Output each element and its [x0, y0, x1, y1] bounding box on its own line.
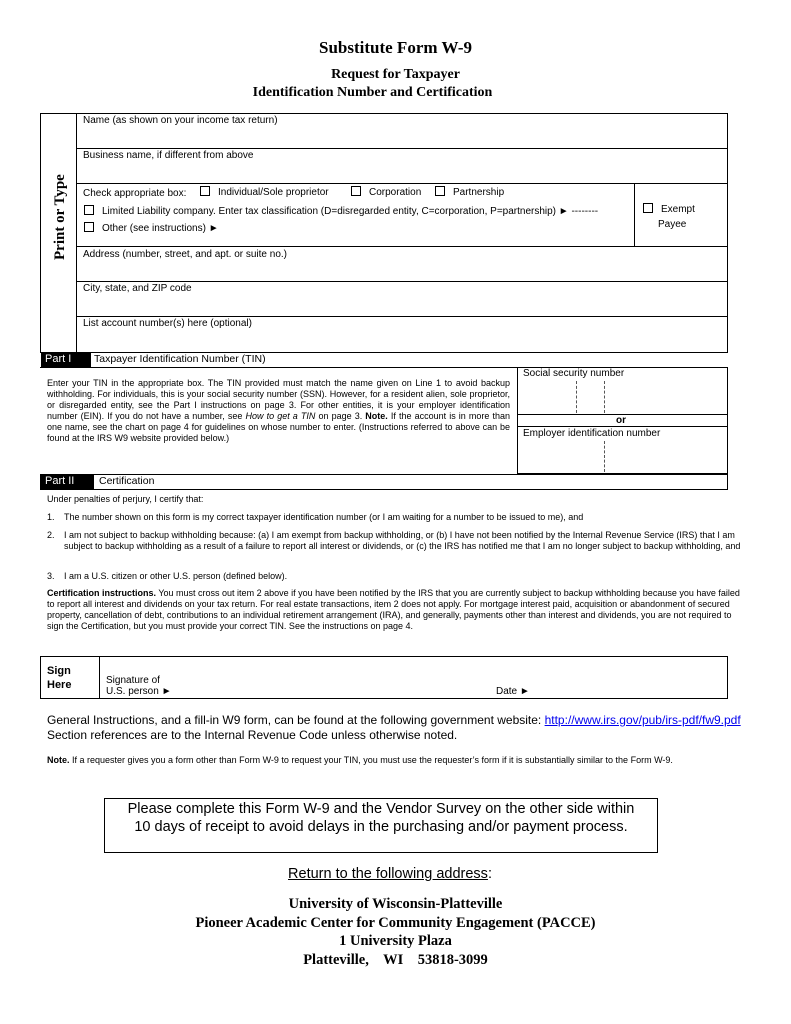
address-line-2: Pioneer Academic Center for Community Engagement (PACCE): [195, 914, 596, 931]
city-state-zip-label: City, state, and ZIP code: [83, 283, 192, 294]
signature-input-area[interactable]: [185, 660, 485, 696]
certification-intro: Under penalties of perjury, I certify that:: [47, 494, 204, 504]
part-i-title: Taxpayer Identification Number (TIN): [94, 353, 266, 365]
llc-option[interactable]: Limited Liability company. Enter tax classification (D=disregarded entity, C=corporation, P=partnership) ► --------: [84, 206, 598, 217]
certification-item-2: 2. I am not subject to backup withholding because: (a) I am exempt from backup withholding, or (b) I have not been notified by the Internal Revenue Service (IRS) that I am subject to backup withholding as a result of a failure to report all interest or dividends, or (c) the IRS has notified me that I am no longer subject to backup withholding, and: [47, 530, 741, 551]
other-checkbox[interactable]: [84, 222, 94, 232]
other-option[interactable]: Other (see instructions) ►: [84, 223, 219, 234]
address-label: Address (number, street, and apt. or suite no.): [83, 249, 287, 260]
certification-item-3: 3. I am a U.S. citizen or other U.S. person (defined below).: [47, 571, 288, 581]
individual-checkbox[interactable]: [200, 186, 210, 196]
print-or-type-label: Print or Type: [52, 174, 68, 260]
name-input-area[interactable]: [77, 128, 727, 147]
signature-label-1: Signature of: [106, 675, 160, 686]
completion-notice-box: Please complete this Form W-9 and the Vendor Survey on the other side within 10 days of receipt to avoid delays in the purchasing and/or payment process.: [104, 798, 658, 853]
general-instructions: General Instructions, and a fill-in W9 form, can be found at the following government website: http://www.irs.gov/pub/irs-pdf/fw9.pdf Section references are to the Internal Revenue Code unless otherwise noted.: [47, 713, 741, 742]
part-ii-tag: Part II: [41, 474, 94, 489]
corporation-checkbox[interactable]: [351, 186, 361, 196]
sign-label: Sign: [47, 665, 71, 677]
return-address-block: [0, 895, 791, 969]
check-box-label: Check appropriate box:: [83, 188, 187, 199]
certification-instructions: Certification instructions. You must cross out item 2 above if you have been notified by the IRS that you are currently subject to backup withholding because you have failed to report all interest and dividends on your tax return. For real estate transactions, item 2 does not apply. For mortgage interest paid, acquisition or abandonment of secured property, cancellation of debt, contributions to an individual retirement arrangement (IRA), and generally, payments other than interest and dividends, you are not required to sign the Certification, but you must provide your correct TIN. See the instructions on page 4.: [47, 588, 740, 631]
ein-input-area[interactable]: [518, 441, 727, 473]
exempt-payee-option[interactable]: Exempt: [643, 204, 695, 215]
here-label: Here: [47, 679, 72, 691]
address-line-3: 1 University Plaza: [339, 933, 452, 949]
form-subtitle-1: Request for Taxpayer: [331, 67, 460, 82]
partnership-option[interactable]: Partnership: [435, 187, 504, 198]
ssn-label: Social security number: [523, 368, 625, 379]
business-name-label: Business name, if different from above: [83, 150, 254, 161]
address-line-4: Platteville, WI 53818-3099: [303, 951, 488, 968]
signature-label-2: U.S. person ►: [106, 686, 172, 697]
partnership-checkbox[interactable]: [435, 186, 445, 196]
certification-item-1: 1. The number shown on this form is my correct taxpayer identification number (or I am waiting for a number to be issued to me), and: [47, 512, 584, 522]
or-label: or: [616, 415, 626, 426]
llc-checkbox[interactable]: [84, 205, 94, 215]
date-label: Date ►: [496, 686, 530, 697]
part-i-tag: Part I: [41, 352, 91, 367]
address-input-area[interactable]: [77, 262, 727, 280]
exempt-payee-checkbox[interactable]: [643, 203, 653, 213]
business-name-input-area[interactable]: [77, 163, 727, 182]
name-label: Name (as shown on your income tax return): [83, 115, 278, 126]
account-numbers-input-area[interactable]: [77, 331, 727, 352]
form-title: Substitute Form W-9: [319, 38, 472, 57]
irs-w9-link[interactable]: http://www.irs.gov/pub/irs-pdf/fw9.pdf: [544, 713, 741, 727]
individual-option[interactable]: Individual/Sole proprietor: [200, 187, 329, 198]
form-subtitle-2: Identification Number and Certification: [252, 85, 493, 100]
ein-label: Employer identification number: [523, 428, 661, 439]
exempt-payee-label: Payee: [658, 219, 687, 230]
account-numbers-label: List account number(s) here (optional): [83, 318, 252, 329]
city-state-zip-input-area[interactable]: [77, 296, 727, 315]
return-address-heading: Return to the following address:: [288, 866, 492, 882]
part-i-instructions: Enter your TIN in the appropriate box. The TIN provided must match the name given on Line 1 to avoid backup withholding. For individuals, this is your social security number (SSN). However, for a resident alien, sole proprietor, or disregarded entity, see the Part I instructions on page 3. For other entities, it is your employer identification number (EIN). If you do not have a number, see How to get a TIN on page 3. Note. If the account is in more than one name, see the chart on page 4 for guidelines on whose number to enter. (Instructions referred to above can be found at the IRS W9 website provided below.): [47, 378, 510, 443]
address-line-1: University of Wisconsin-Platteville: [288, 896, 503, 912]
note-paragraph: Note. If a requester gives you a form other than Form W-9 to request your TIN, you must use the requester’s form if it is substantially similar to the Form W-9.: [47, 755, 673, 765]
part-ii-title: Certification: [99, 475, 155, 487]
date-input-area[interactable]: [535, 660, 723, 696]
ssn-input-area[interactable]: [518, 380, 727, 414]
corporation-option[interactable]: Corporation: [351, 187, 421, 198]
